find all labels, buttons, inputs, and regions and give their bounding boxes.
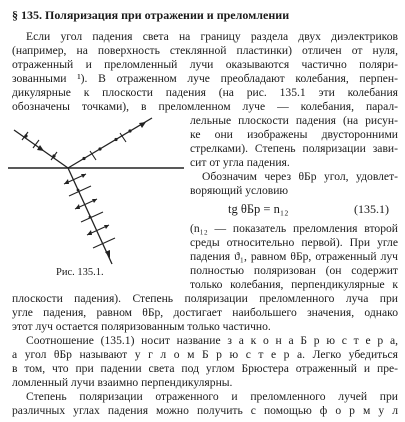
text-line: падения ϑ₁, равном θБр, отраженный луч (190, 250, 398, 263)
text-line: Обозначим через θБр угол, удовлет- (202, 170, 398, 183)
equation-number: (135.1) (354, 202, 389, 216)
text-line: обозначены точками), в преломленном луче — колебания, парал- (12, 100, 398, 113)
text-line: в том, что при падении света под углом Брюстера отраженный и пре- (12, 362, 398, 375)
text-line: различных углах падения можно получить с помощью ф о р м у л (12, 404, 398, 417)
text-line: ке они изображены двусторонними (190, 128, 398, 141)
text-line: ломленный лучи взаимно перпендикулярны. (12, 376, 233, 389)
text-line: полностью поляризован (он содержит (190, 264, 398, 277)
text-line: Степень поляризации отраженного и преломленного лучей при (26, 390, 398, 403)
reflected-ray (68, 118, 152, 168)
text-line: плоскости падения). Степень поляризации преломленного луча при (12, 292, 398, 305)
figure-caption: Рис. 135.1. (56, 267, 104, 278)
text-line: угле падения, равном θБр, достигает наибольшего значения, однако (12, 306, 398, 319)
section-heading: § 135. Поляризация при отражении и преломлении (12, 8, 290, 22)
text-line: лельные плоскости падения (на рисун- (190, 114, 398, 127)
brewster-equation: tg θБр = n₁₂ (228, 202, 289, 216)
text-line: (например, на поверхность стеклянной пластинки) отличен от нуля, (12, 44, 398, 57)
text-line: сит от угла падения. (190, 156, 290, 169)
text-line: дикулярные к плоскости падения (на рис. 135.1 эти колебания (12, 86, 398, 99)
text-line: среды относительно первой). При угле (190, 236, 398, 249)
text-line: воряющий условию (190, 184, 289, 197)
incident-arrow-icon (37, 145, 44, 151)
text-line: Соотношение (135.1) носит название з а к о н а Б р ю с т е р а, (26, 334, 398, 347)
text-line: только колебания, перпендикулярные к (190, 278, 398, 291)
text-line: Если угол падения света на границу раздела двух диэлектриков (26, 30, 398, 43)
text-line: зованными ¹). В отраженном луче преобладают колебания, перпен- (12, 72, 398, 85)
figure-135-1 (4, 116, 188, 266)
text-line: а угол θБр называют у г л о м Б р ю с т е р а. Легко убедиться (12, 348, 398, 361)
refracted-ray-double-arrows (64, 174, 115, 248)
text-line: стрелками). Степень поляризации зави- (190, 142, 398, 155)
text-line: этот луч остается поляризованным только частично. (12, 320, 271, 333)
text-line: отраженный и преломленный лучи оказываются частично поляри- (12, 58, 398, 71)
text-line: (n₁₂ — показатель преломления второй (190, 222, 398, 235)
